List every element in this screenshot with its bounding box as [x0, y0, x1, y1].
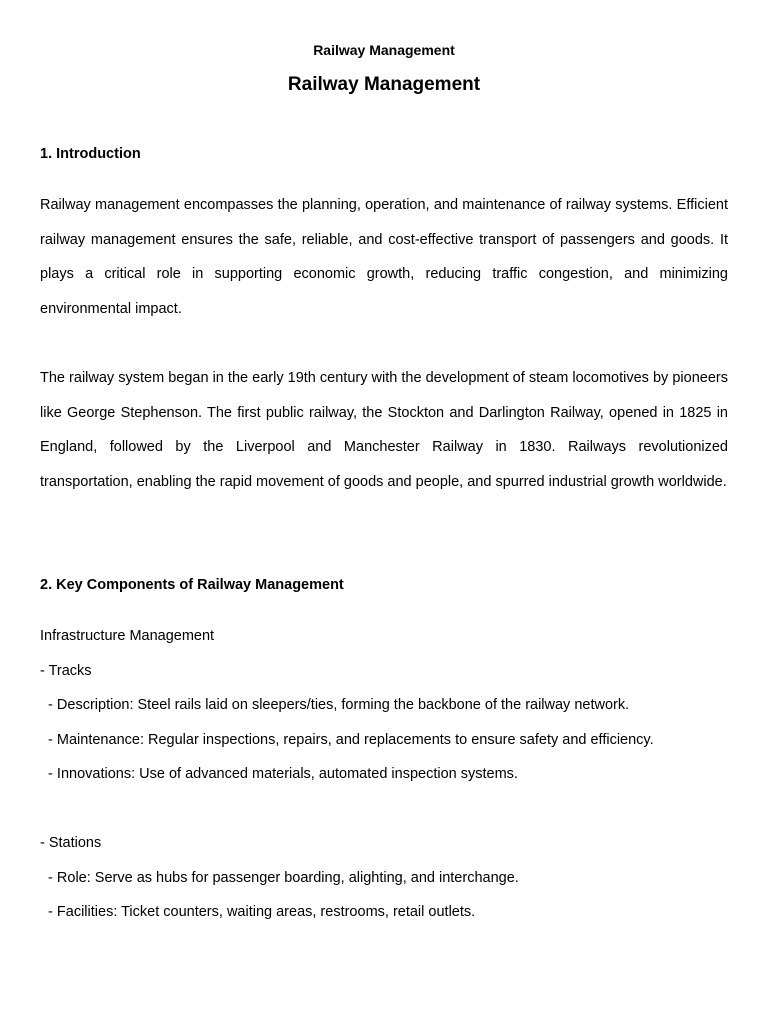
introduction-paragraph: Railway management encompasses the planning, operation, and maintenance of railway systems. Efficient railway management ensures the safe, reliable, and cost-effective transport of passengers and goods. It plays a critical role in supporting economic growth, reducing traffic congestion, and minimizing environmental impact.	[40, 197, 728, 317]
infrastructure-block	[40, 619, 728, 792]
subheading-infrastructure-management: Infrastructure Management	[40, 628, 215, 644]
introduction-paragraph: The railway system began in the early 19th century with the development of steam locomotives by pioneers like George Stephenson. The first public railway, the Stockton and Darlington Railway, opened in 1825 in England, followed by the Liverpool and Manchester Railway in 1830. Railways revolutionized transportation, enabling the rapid movement of goods and people, and spurred industrial growth worldwide.	[40, 370, 728, 490]
list-item: - Facilities: Ticket counters, waiting areas, restrooms, retail outlets.	[40, 904, 476, 920]
introduction-paragraph-1-block	[40, 188, 728, 326]
list-item: - Description: Steel rails laid on sleepers/ties, forming the backbone of the railway network.	[40, 697, 630, 713]
introduction-heading-block	[40, 137, 728, 172]
introduction-paragraph-2-block	[40, 361, 728, 499]
running-header: Railway Management	[313, 42, 455, 58]
key-components-heading-block	[40, 568, 728, 603]
stations-block	[40, 826, 728, 930]
document-title: Railway Management	[287, 74, 481, 95]
section-heading-key-components: 2. Key Components of Railway Management	[40, 577, 344, 593]
list-item: - Innovations: Use of advanced materials, automated inspection systems.	[40, 766, 518, 782]
list-label-tracks: - Tracks	[40, 662, 92, 679]
list-label-stations: - Stations	[40, 835, 102, 851]
list-item: - Role: Serve as hubs for passenger boarding, alighting, and interchange.	[40, 869, 519, 886]
section-heading-introduction: 1. Introduction	[40, 146, 141, 162]
list-item: - Maintenance: Regular inspections, repairs, and replacements to ensure safety and efficiency.	[40, 731, 654, 748]
